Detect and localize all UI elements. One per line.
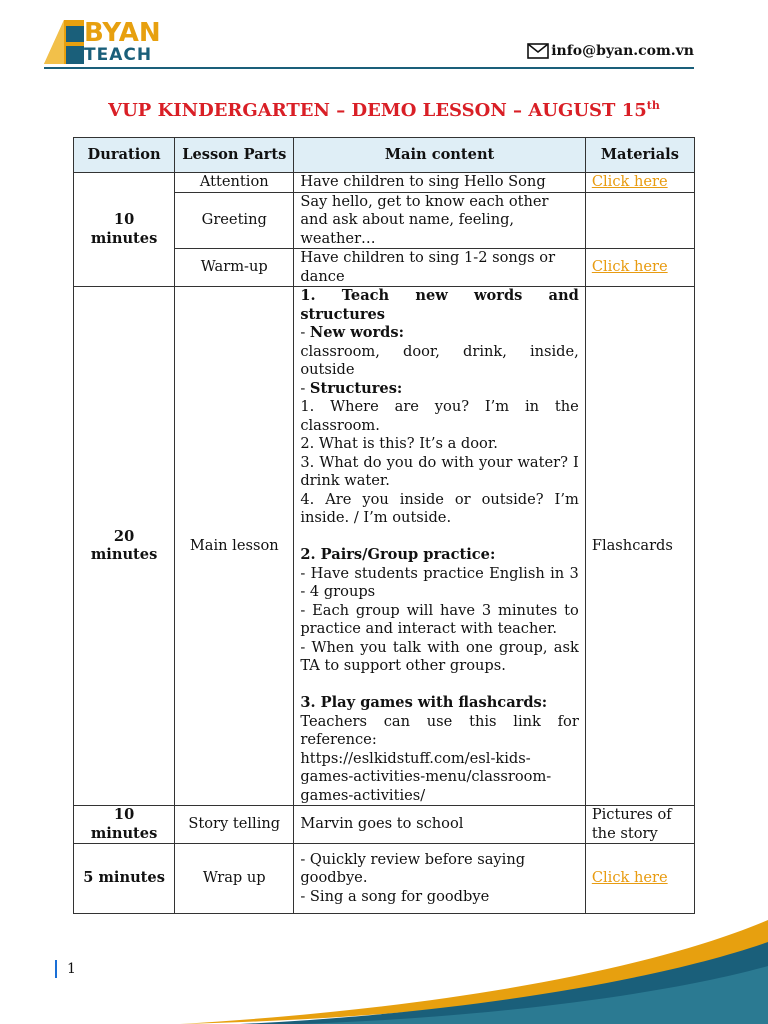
row4-duration: 5 minutes (74, 844, 175, 914)
footer-swoosh-decoration (0, 914, 768, 1024)
table-header-row (74, 138, 695, 173)
header-lesson-parts: Lesson Parts (175, 138, 294, 173)
title-text: VUP KINDERGARTEN – DEMO LESSON – AUGUST 15 (108, 100, 647, 121)
header-main-content: Main content (294, 138, 585, 173)
row4-material-link[interactable]: Click here (591, 869, 668, 887)
row3-duration: 10 minutes (74, 806, 175, 844)
structure-1: 1. Where are you? I’m in the classroom. (300, 398, 579, 434)
wrap-line-2: - Sing a song for goodbye (300, 887, 490, 905)
section1-title: 1. Teach new words and structures (300, 287, 579, 323)
row1b-main: Say hello, get to know each other and ask about name, feeling, weather… (294, 192, 585, 249)
row3-part: Story telling (175, 806, 294, 844)
row2-duration: 20 minutes (74, 287, 175, 806)
practice-line-2: - Each group will have 3 minutes to practice and interact with teacher. (300, 601, 579, 637)
lesson-plan-table (73, 137, 695, 914)
byan-teach-logo (44, 18, 174, 70)
row4-part: Wrap up (175, 844, 294, 914)
row3-material: Pictures of the story (585, 806, 694, 844)
table-row (74, 844, 695, 914)
games-reference-url[interactable]: https://eslkidstuff.com/esl-kids-games-activities-menu/classroom-games-activities/ (300, 749, 552, 804)
row1a-part: Attention (175, 173, 294, 193)
row1a-main: Have children to sing Hello Song (294, 173, 585, 193)
row1-duration: 10 minutes (74, 173, 175, 287)
contact-email[interactable] (527, 43, 694, 59)
row1b-material (585, 192, 694, 249)
header-materials: Materials (585, 138, 694, 173)
header-rule (44, 67, 694, 69)
row3-main: Marvin goes to school (294, 806, 585, 844)
table-row (74, 806, 695, 844)
section2-title: 2. Pairs/Group practice: (300, 546, 496, 563)
row1b-part: Greeting (175, 192, 294, 249)
logo-mark-icon (44, 20, 84, 64)
logo-text-byan: BYAN (84, 18, 161, 48)
games-line-1: Teachers can use this link for reference: (300, 712, 579, 748)
row2-main (294, 287, 585, 806)
row2-material: Flashcards (585, 287, 694, 806)
practice-line-1: - Have students practice English in 3 - 4 groups (300, 564, 579, 600)
table-row (74, 287, 695, 806)
structures-label: Structures: (309, 379, 403, 397)
new-words-list: classroom, door, drink, inside, outside (300, 342, 579, 378)
page-title (0, 99, 768, 121)
structure-4: 4. Are you inside or outside? I’m inside. / I’m outside. (300, 490, 579, 526)
spacer (300, 676, 578, 695)
practice-line-3: - When you talk with one group, ask TA to support other groups. (300, 638, 579, 674)
structure-2: 2. What is this? It’s a door. (300, 435, 498, 452)
new-words-heading: - New words: (300, 324, 404, 341)
page-number-text: 1 (67, 961, 76, 977)
row1a-material-link[interactable]: Click here (591, 173, 668, 190)
row2-part: Main lesson (175, 287, 294, 806)
wrap-line-1: - Quickly review before saying goodbye. (300, 850, 526, 887)
new-words-label: New words: (309, 324, 404, 341)
spacer (300, 528, 578, 547)
table-row (74, 173, 695, 193)
structures-heading: - Structures: (300, 379, 403, 397)
row1c-part: Warm-up (175, 249, 294, 287)
envelope-icon (527, 43, 549, 59)
row4-main (294, 844, 585, 914)
header-duration: Duration (74, 138, 175, 173)
logo-text-teach: TEACH (84, 45, 153, 65)
row1c-main: Have children to sing 1-2 songs or dance (294, 249, 585, 287)
section3-title: 3. Play games with flashcards: (300, 694, 548, 711)
email-text: info@byan.com.vn (551, 43, 694, 59)
title-superscript: th (646, 99, 660, 112)
row1c-material-link[interactable]: Click here (591, 258, 668, 276)
structure-3: 3. What do you do with your water? I drink water. (300, 453, 579, 489)
